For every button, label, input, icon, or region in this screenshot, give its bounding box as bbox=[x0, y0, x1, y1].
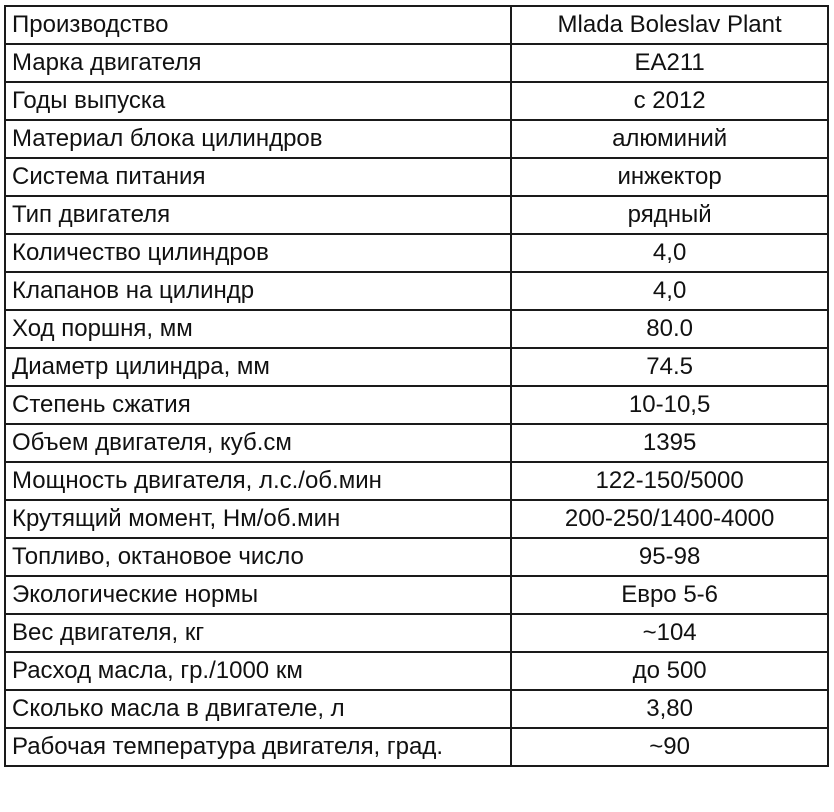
row-label: Диаметр цилиндра, мм bbox=[5, 348, 511, 386]
row-value: 4,0 bbox=[511, 234, 828, 272]
row-label: Рабочая температура двигателя, град. bbox=[5, 728, 511, 766]
row-label: Клапанов на цилиндр bbox=[5, 272, 511, 310]
row-value: 74.5 bbox=[511, 348, 828, 386]
row-value: с 2012 bbox=[511, 82, 828, 120]
row-label: Годы выпуска bbox=[5, 82, 511, 120]
table-row bbox=[5, 614, 828, 652]
table-row bbox=[5, 310, 828, 348]
row-label: Крутящий момент, Нм/об.мин bbox=[5, 500, 511, 538]
row-value: ~104 bbox=[511, 614, 828, 652]
row-label: Степень сжатия bbox=[5, 386, 511, 424]
row-label: Вес двигателя, кг bbox=[5, 614, 511, 652]
row-value: 200-250/1400-4000 bbox=[511, 500, 828, 538]
row-label: Объем двигателя, куб.см bbox=[5, 424, 511, 462]
table-row bbox=[5, 500, 828, 538]
row-value: алюминий bbox=[511, 120, 828, 158]
row-value: 95-98 bbox=[511, 538, 828, 576]
table-row bbox=[5, 728, 828, 766]
table-row bbox=[5, 424, 828, 462]
table-row bbox=[5, 158, 828, 196]
table-row bbox=[5, 576, 828, 614]
row-label: Ход поршня, мм bbox=[5, 310, 511, 348]
row-value: инжектор bbox=[511, 158, 828, 196]
row-label: Сколько масла в двигателе, л bbox=[5, 690, 511, 728]
table-row bbox=[5, 234, 828, 272]
row-label: Материал блока цилиндров bbox=[5, 120, 511, 158]
row-label: Расход масла, гр./1000 км bbox=[5, 652, 511, 690]
table-row bbox=[5, 652, 828, 690]
row-value: 122-150/5000 bbox=[511, 462, 828, 500]
row-value: рядный bbox=[511, 196, 828, 234]
table-row bbox=[5, 538, 828, 576]
table-row bbox=[5, 6, 828, 44]
table-row bbox=[5, 462, 828, 500]
row-value: 1395 bbox=[511, 424, 828, 462]
row-value: EA211 bbox=[511, 44, 828, 82]
table-row bbox=[5, 120, 828, 158]
row-label: Тип двигателя bbox=[5, 196, 511, 234]
spec-table-body bbox=[5, 6, 828, 766]
row-label: Марка двигателя bbox=[5, 44, 511, 82]
row-value: до 500 bbox=[511, 652, 828, 690]
table-row bbox=[5, 386, 828, 424]
row-label: Мощность двигателя, л.с./об.мин bbox=[5, 462, 511, 500]
row-value: 3,80 bbox=[511, 690, 828, 728]
row-label: Производство bbox=[5, 6, 511, 44]
row-value: Mlada Boleslav Plant bbox=[511, 6, 828, 44]
row-value: 4,0 bbox=[511, 272, 828, 310]
table-row bbox=[5, 690, 828, 728]
row-value: 10-10,5 bbox=[511, 386, 828, 424]
row-label: Количество цилиндров bbox=[5, 234, 511, 272]
row-value: ~90 bbox=[511, 728, 828, 766]
row-label: Система питания bbox=[5, 158, 511, 196]
table-row bbox=[5, 348, 828, 386]
row-value: Евро 5-6 bbox=[511, 576, 828, 614]
table-row bbox=[5, 272, 828, 310]
table-row bbox=[5, 196, 828, 234]
row-label: Топливо, октановое число bbox=[5, 538, 511, 576]
engine-spec-table bbox=[4, 5, 829, 767]
table-row bbox=[5, 82, 828, 120]
row-label: Экологические нормы bbox=[5, 576, 511, 614]
table-row bbox=[5, 44, 828, 82]
row-value: 80.0 bbox=[511, 310, 828, 348]
